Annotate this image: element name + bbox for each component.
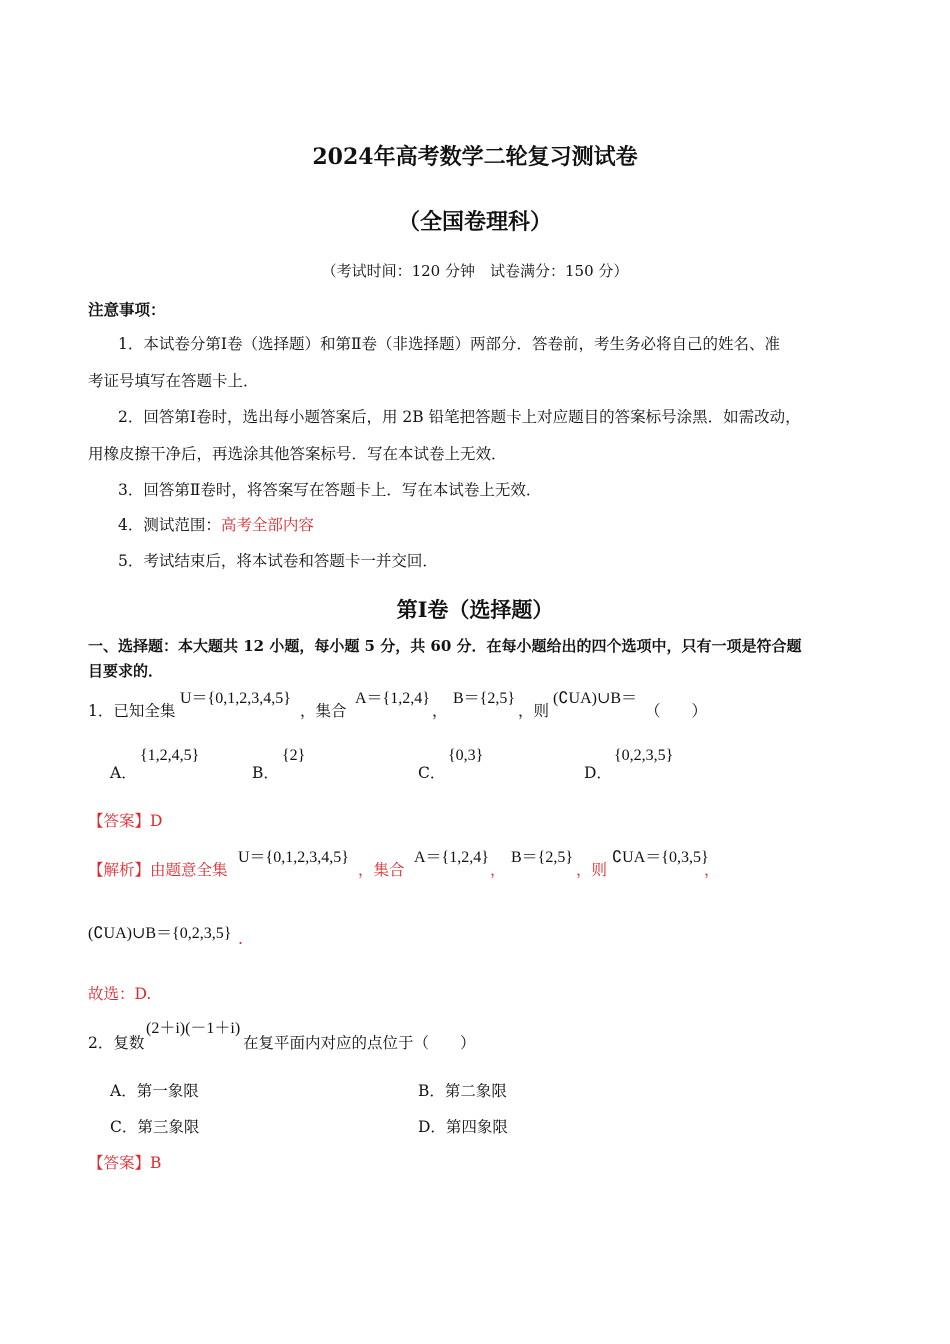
q1-analysis-set-b: B＝{2,5} <box>511 849 574 866</box>
q1-option-a-label: A． <box>110 764 137 782</box>
q1-analysis-sep-1: ，集合 <box>358 861 405 879</box>
exam-info: （考试时间：120 分钟 试卷满分：150 分） <box>321 262 629 280</box>
note-item-5: 5．考试结束后，将本试卷和答题卡一并交回． <box>118 552 438 570</box>
q2-prefix: 2．复数 <box>88 1034 145 1052</box>
q1-option-c-label: C． <box>418 764 446 782</box>
note-item-2-line-2: 用橡皮擦干净后，再选涂其他答案标号．写在本试卷上无效． <box>88 445 507 463</box>
q2-option-a: A．第一象限 <box>110 1082 199 1100</box>
note-item-4-scope: 高考全部内容 <box>220 516 314 534</box>
section-title: 第Ⅰ卷（选择题） <box>396 597 554 622</box>
q1-analysis-prefix: 【解析】由题意全集 <box>88 861 228 879</box>
q1-option-d: {0,2,3,5} <box>614 747 674 764</box>
section-instructions-line-1: 一、选择题：本大题共 12 小题，每小题 5 分，共 60 分．在每小题给出的四个选项中，只有一项是符合题 <box>88 637 802 655</box>
q2-expression: (2＋i)(－1＋i) <box>146 1020 241 1037</box>
q2-option-b: B．第二象限 <box>418 1082 507 1100</box>
q1-set-u: U＝{0,1,2,3,4,5} <box>180 690 291 707</box>
note-item-4 <box>118 513 314 535</box>
q1-sep-1: ，集合 <box>300 702 347 720</box>
q1-answer-blank: （ ） <box>645 702 708 720</box>
q1-expression: (∁UA)∪B＝ <box>553 690 638 707</box>
q1-option-b-label: B． <box>252 764 279 782</box>
q2-suffix: 在复平面内对应的点位于（ ） <box>243 1034 476 1052</box>
q2-answer: 【答案】B <box>88 1154 162 1172</box>
page-title: 2024年高考数学二轮复习测试卷 <box>312 144 638 170</box>
q1-set-b: B＝{2,5} <box>453 690 516 707</box>
q1-analysis-sep-4: ， <box>704 861 720 879</box>
q2-option-c: C．第三象限 <box>110 1118 200 1136</box>
q1-option-b: {2} <box>282 747 306 764</box>
q1-set-a: A＝{1,2,4} <box>355 690 430 707</box>
q1-sep-3: ，则 <box>518 702 550 720</box>
q1-answer: 【答案】D <box>88 812 163 830</box>
note-item-3: 3．回答第Ⅱ卷时，将答案写在答题卡上．写在本试卷上无效． <box>118 481 542 499</box>
q1-analysis-set-a: A＝{1,2,4} <box>414 849 489 866</box>
q2-option-d: D．第四象限 <box>418 1118 508 1136</box>
q1-analysis-sep-2: ， <box>490 861 506 879</box>
q1-analysis-sep-3: ，则 <box>576 861 608 879</box>
note-item-1-line-1: 1．本试卷分第Ⅰ卷（选择题）和第Ⅱ卷（非选择题）两部分．答卷前，考生务必将自己的姓名、准 <box>118 335 781 353</box>
q1-analysis-result: (∁UA)∪B＝{0,2,3,5} <box>88 925 232 942</box>
note-item-2-line-1: 2．回答第Ⅰ卷时，选出每小题答案后，用 2B 铅笔把答题卡上对应题目的答案标号涂黑．如需改动， <box>118 408 801 426</box>
q1-prefix: 1．已知全集 <box>88 702 176 720</box>
q1-analysis-set-u: U＝{0,1,2,3,4,5} <box>238 849 349 866</box>
notes-heading: 注意事项： <box>88 300 166 319</box>
note-item-1-line-2: 考证号填写在答题卡上． <box>88 372 259 390</box>
q1-sep-2: ， <box>432 702 448 720</box>
q1-analysis-end: . <box>238 930 243 948</box>
section-instructions-line-2: 目要求的． <box>88 662 164 680</box>
q1-option-a: {1,2,4,5} <box>140 747 200 764</box>
q1-conclusion: 故选：D. <box>88 985 152 1003</box>
q1-option-d-label: D． <box>584 764 612 782</box>
page-subtitle: （全国卷理科） <box>397 209 552 235</box>
q1-option-c: {0,3} <box>448 747 484 764</box>
q1-analysis-complement: ∁UA＝{0,3,5} <box>612 849 709 866</box>
note-item-4-prefix: 4．测试范围： <box>118 516 221 534</box>
